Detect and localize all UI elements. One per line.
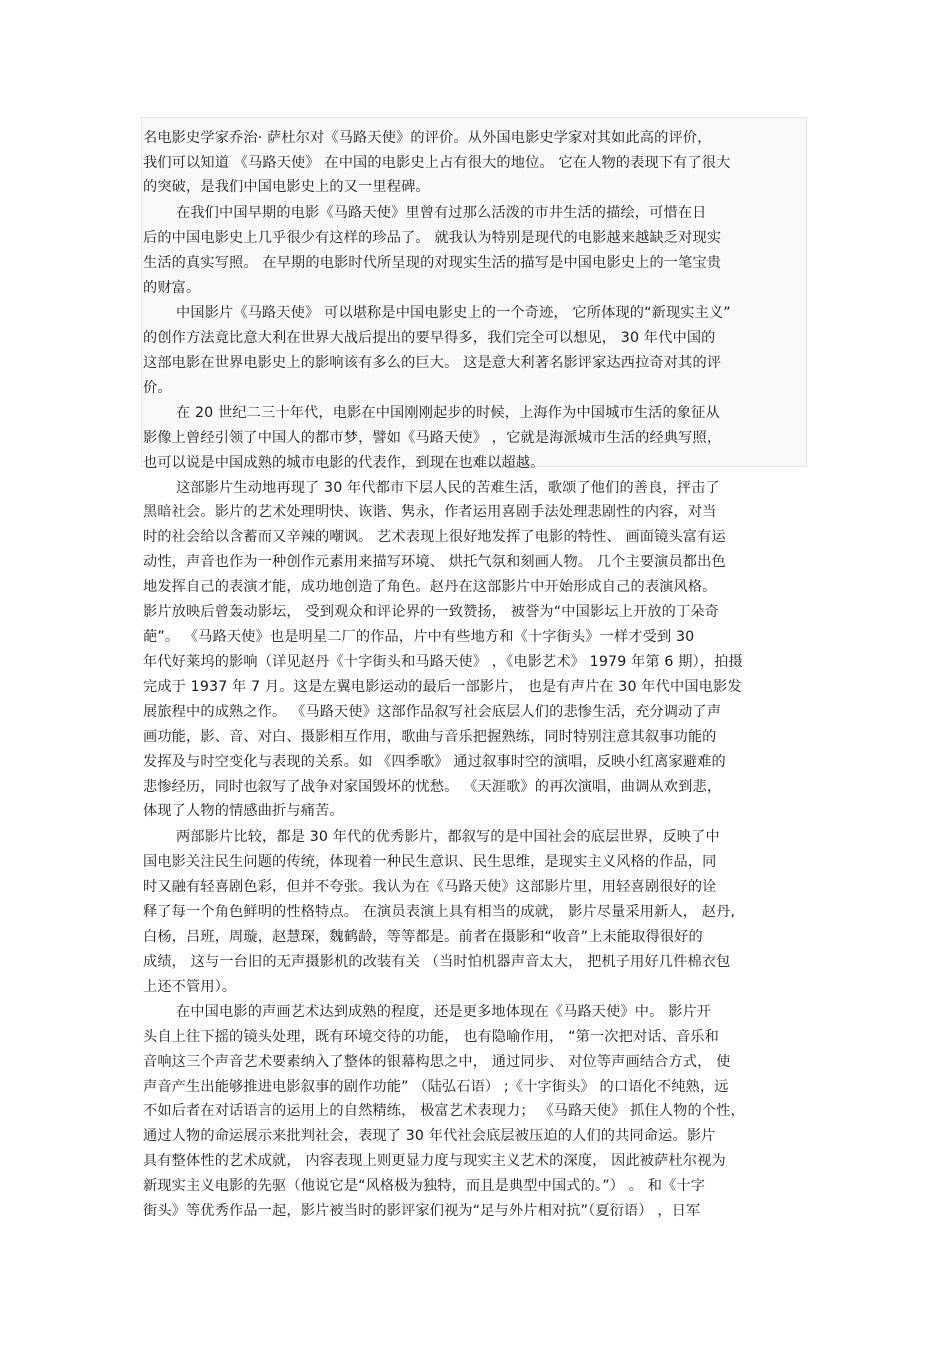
text-line: 后的中国电影史上几乎很少有这样的珍品了。 就我认为特别是现代的电影越来越缺乏对现实 xyxy=(143,230,722,246)
text-line: 体现了人物的情感曲折与痛苦。 xyxy=(143,803,344,819)
text-line: 具有整体性的艺术成就， 内容表现上则更显力度与现实主义艺术的深度， 因此被萨杜尔视为 xyxy=(143,1153,726,1169)
text-line: 声音产生出能够推进电影叙事的剧作功能” （陆弘石语） ;《十字街头》 的口语化不纯熟，远 xyxy=(143,1079,729,1095)
text-line: 这部影片生动地再现了 30 年代都市下层人民的苦难生活，歌颂了他们的善良，抨击了 xyxy=(176,480,720,496)
text-line: 价。 xyxy=(143,380,172,396)
text-line: 上还不管用）。 xyxy=(143,979,237,995)
text-line: 成绩， 这与一台旧的无声摄影机的改装有关 （当时怕机器声音太大， 把机子用好几件棉衣包 xyxy=(143,954,731,970)
text-line: 动性，声音也作为一种创作元素用来描写环境、 烘托气氛和刻画人物。 几个主要演员都出色 xyxy=(143,554,726,570)
text-line: 名电影史学家乔治· 萨杜尔对《马路天使》的评价。从外国电影史学家对其如此高的评价， xyxy=(143,130,712,146)
text-line: 释了每一个角色鲜明的性格特点。 在演员表演上具有相当的成就， 影片尽量采用新人， 赵丹, xyxy=(143,904,736,920)
text-line: 完成于 1937 年 7 月。这是左翼电影运动的最后一部影片， 也是有声片在 30 年代中国电影发 xyxy=(143,679,742,695)
text-line: 葩”。 《马路天使》也是明星二厂的作品，片中有些地方和《十字街头》一样才受到 30 xyxy=(143,629,695,645)
text-line: 影像上曾经引领了中国人的都市梦，譬如《马路天使》 ，它就是海派城市生活的经典写照， xyxy=(143,430,722,446)
text-line: 的创作方法竟比意大利在世界大战后提出的要早得多，我们完全可以想见， 30 年代中国的 xyxy=(143,330,716,346)
text-line: 头自上往下摇的镜头处理，既有环境交待的功能， 也有隐喻作用， “第一次把对话、音乐和 xyxy=(143,1029,719,1045)
text-line: 黑暗社会。影片的艺术处理明快、诙谐、隽永，作者运用喜剧手法处理悲剧性的内容，对当 xyxy=(143,504,717,520)
text-line: 画功能，影、音、对白、摄影相互作用，歌曲与音乐把握熟练，同时特别注意其叙事功能的 xyxy=(143,729,717,745)
text-line: 街头》等优秀作品一起，影片被当时的影评家们视为“足与外片相对抗”（夏衍语） ，日军 xyxy=(143,1203,701,1219)
text-line: 白杨，吕班，周璇，赵慧琛，魏鹤龄，等等都是。前者在摄影和“收音”上未能取得很好的 xyxy=(143,929,703,945)
text-line: 通过人物的命运展示来批判社会，表现了 30 年代社会底层被压迫的人们的共同命运。影片 xyxy=(143,1128,716,1144)
text-line: 也可以说是中国成熟的城市电影的代表作，到现在也难以超越。 xyxy=(143,455,545,471)
text-line: 的突破，是我们中国电影史上的又一里程碑。 xyxy=(143,179,430,195)
text-line: 中国影片《马路天使》 可以堪称是中国电影史上的一个奇迹， 它所体现的“新现实主义” xyxy=(176,305,731,321)
text-line: 在中国电影的声画艺术达到成熟的程度，还是更多地体现在《马路天使》中。 影片开 xyxy=(176,1004,712,1020)
text-line: 展旅程中的成熟之作。 《马路天使》这部作品叙写社会底层人们的悲惨生活，充分调动了声 xyxy=(143,704,722,720)
text-line: 发挥及与时空变化与表现的关系。如 《四季歌》 通过叙事时空的演唱，反映小红离家避难的 xyxy=(143,754,726,770)
text-line: 新现实主义电影的先驱（他说它是“风格极为独特，而且是典型中国式的。”） 。 和《十字 xyxy=(143,1178,706,1194)
text-line: 国电影关注民生问题的传统，体现着一种民生意识、民生思维，是现实主义风格的作品，同 xyxy=(143,854,717,870)
text-line: 不如后者在对话语言的运用上的自然精练， 极富艺术表现力； 《马路天使》 抓住人物的个性， xyxy=(143,1103,745,1119)
text-line: 在 20 世纪二三十年代，电影在中国刚刚起步的时候，上海作为中国城市生活的象征从 xyxy=(176,405,720,421)
text-line: 地发挥自己的表演才能，成功地创造了角色。赵丹在这部影片中开始形成自己的表演风格。 xyxy=(143,579,717,595)
text-line: 两部影片比较，都是 30 年代的优秀影片，都叙写的是中国社会的底层世界，反映了中 xyxy=(176,829,720,845)
text-line: 音响这三个声音艺术要素纳入了整体的银幕构思之中， 通过同步、 对位等声画结合方式， 使 xyxy=(143,1054,731,1070)
text-line: 我们可以知道 《马路天使》 在中国的电影史上占有很大的地位。 它在人物的表现下有了很大 xyxy=(143,155,731,171)
text-line: 生活的真实写照。 在早期的电影时代所呈现的对现实生活的描写是中国电影史上的一笔宝贵 xyxy=(143,255,722,271)
text-line: 时又融有轻喜剧色彩，但并不夸张。我认为在《马路天使》这部影片里，用轻喜剧很好的诠 xyxy=(143,879,717,895)
text-line: 影片放映后曾轰动影坛， 受到观众和评论界的一致赞扬， 被誉为“中国影坛上开放的丁朵奇 xyxy=(143,604,719,620)
text-line: 在我们中国早期的电影《马路天使》里曾有过那么活泼的市井生活的描绘，可惜在日 xyxy=(176,205,707,221)
text-line: 年代好莱坞的影响（详见赵丹《十字街头和马路天使》 ，《电影艺术》 1979 年第 6 期），拍摄 xyxy=(143,654,743,670)
text-line: 这部电影在世界电影史上的影响该有多么的巨大。 这是意大利著名影评家达西拉奇对其的评 xyxy=(143,355,722,371)
text-line: 悲惨经历，同时也叙写了战争对家国毁坏的忧愁。 《天涯歌》的再次演唱，曲调从欢到悲， xyxy=(143,779,722,795)
text-line: 的财富。 xyxy=(143,280,201,296)
text-line: 时的社会给以含蓄而又辛辣的嘲讽。 艺术表现上很好地发挥了电影的特性、 画面镜头富有运 xyxy=(143,529,726,545)
